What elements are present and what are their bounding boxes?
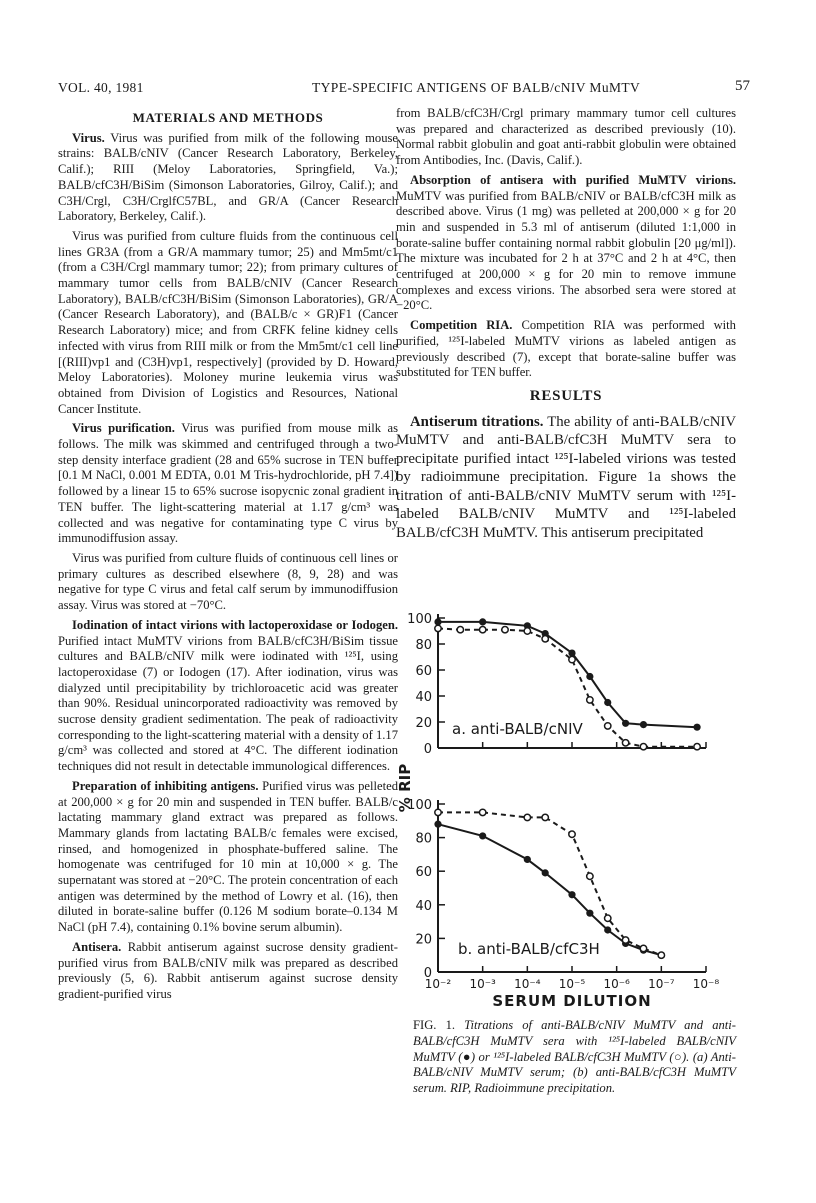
- y-tick-label: 100: [407, 798, 432, 813]
- figure-1-chart: [396, 592, 736, 1012]
- caption-label: FIG. 1.: [413, 1018, 456, 1032]
- data-point-filled: [542, 869, 549, 876]
- data-point-open: [524, 814, 530, 820]
- data-point-open: [622, 740, 628, 746]
- data-point-open: [457, 627, 463, 633]
- running-header-volume: VOL. 40, 1981: [58, 80, 144, 95]
- data-point-open: [640, 945, 646, 951]
- y-axis-label: % RIP: [396, 763, 414, 813]
- paragraph-text: Virus was purified from milk of the following mouse strains: BALB/cNIV (Cancer Research Laboratory, Berkeley, Calif.); RIII (Meloy Laboratories, Springfield, Va.); BALB/cfC3H/BiSim (Simonson Laboratories, Gilroy, Calif.); and C3H/Crgl, C3H/CrglfC57BL, and GR/A (Cancer Research Laboratory, Berkeley, Calif.).: [58, 130, 399, 224]
- data-point-filled: [586, 673, 593, 680]
- paragraph-text: Purified intact MuMTV virions from BALB/cfC3H/BiSim tissue cultures and BALB/cNIV milk were iodinated with ¹²⁵I, using lactoperoxidase (7) or Iodogen (17). After iodination, virus was dialyzed until precipitability by trichloroacetic acid was greater than 90%. Residual unincorporated radioactivity was removed by sucrose density gradient sedimentation. The peak of radioactivity corresponding to the light-scattering material with a density of 1.17 g/cm³ was collected and stored at 4°C. The different iodination techniques did not result in detectable immunological differences.: [58, 633, 398, 774]
- x-tick-label: 10⁻³: [469, 977, 496, 991]
- data-point-open: [587, 697, 593, 703]
- data-point-open: [694, 744, 700, 750]
- figure-caption: [413, 1018, 736, 1097]
- x-tick-label: 10⁻⁷: [648, 977, 675, 991]
- paragraph-text: Purified virus was pelleted at 200,000 × g for 20 min and suspended in TEN buffer. BALB/c lactating mammary gland extract was prepared as follows. Mammary glands from lactating BALB/c females were excised, rinsed, and homogenized in phosphate-buffered saline. The homogenate was centrifuged for 10 min at 10,000 × g. The supernatant was stored at −20°C. The protein concentration of each antigen was determined by the method of Lowry et al. (16), then diluted in borate-saline buffer (0.126 M sodium borate–0.134 M NaCl (pH 7.4), containing 0.1% bovine serum albumin).: [58, 778, 398, 935]
- page-number: 57: [735, 78, 750, 94]
- paragraph-culture: Virus was purified from culture fluids from the continuous cell lines GR3A (from a GR/A mammary tumor; 25) and Mm5mt/c1 (from a C3H/Crgl mammary tumor; 22); from primary cultures of mammary tumor cells from BALB/cNIV (Cancer Research Laboratory), BALB/cfC3H/BiSim (Simonson Laboratories), GR/A (Cancer Research Laboratory), and (BALB/c × GR)F1 (Cancer Research Laboratory) mice; and from CRFK feline kidney cells infected with virus from RIII milk or from the Mm5mt/c1 cell line [(RIII)vp1 and (C3H)vp1, respectively] (provided by D. Howard, Meloy Laboratories). Moloney murine leukemia virus was obtained from Division of Logistics and Resources, National Cancer Institute.: [58, 228, 398, 416]
- y-tick-label: 0: [423, 742, 432, 757]
- paragraph-antisera-continued: from BALB/cfC3H/Crgl primary mammary tumor cell cultures was prepared and characterized as described previously (10). Normal rabbit globulin and goat anti-rabbit globulin were obtained from Antibodies, Inc. (Davis, Calif.).: [396, 106, 736, 168]
- paragraph-iodination: [58, 618, 398, 775]
- data-point-open: [435, 625, 441, 631]
- paragraph-culture-purification: Virus was purified from culture fluids of continuous cell lines or primary cultures as described elsewhere (8, 9, 28) and was negative for type C virus and fetal calf serum by immunodiffusion assay. Virus was stored at −70°C.: [58, 550, 398, 613]
- paragraph-text: The ability of anti-BALB/cNIV MuMTV and anti-BALB/cfC3H MuMTV sera to precipitate purified intact ¹²⁵I-labeled virions was tested by radioimmune precipitation. Figure 1a shows the titration of anti-BALB/cNIV MuMTV serum with ¹²⁵I-labeled BALB/cNIV MuMTV and ¹²⁵I-labeled BALB/cfC3H MuMTV. This antiserum precipitated: [396, 413, 736, 541]
- paragraph-heading: Iodination of intact virions with lactoperoxidase or Iodogen.: [72, 617, 398, 632]
- data-point-filled: [479, 618, 486, 625]
- data-point-filled: [568, 891, 575, 898]
- y-tick-label: 40: [415, 898, 432, 914]
- paragraph-competition-ria: [396, 318, 736, 381]
- data-point-filled: [568, 650, 575, 657]
- data-point-open: [542, 814, 548, 820]
- data-point-filled: [524, 856, 531, 863]
- section-title-results: RESULTS: [529, 387, 603, 404]
- data-point-open: [622, 937, 628, 943]
- data-point-filled: [479, 832, 486, 839]
- x-axis-label: SERUM DILUTION: [492, 992, 652, 1010]
- left-column: [58, 110, 398, 1007]
- data-point-open: [435, 809, 441, 815]
- data-point-filled: [693, 724, 700, 731]
- caption-text: Titrations of anti-BALB/cNIV MuMTV and anti-BALB/cfC3H MuMTV sera with ¹²⁵I-labeled BALB/cNIV MuMTV (●) or ¹²⁵I-labeled BALB/cfC3H MuMTV (○). (a) Anti-BALB/cNIV MuMTV serum; (b) anti-BALB/cfC3H MuMTV serum. RIP, Radioimmune precipitation.: [413, 1018, 736, 1096]
- y-tick-label: 60: [415, 664, 432, 679]
- data-point-open: [569, 656, 575, 662]
- paragraph-heading: Competition RIA.: [410, 318, 513, 333]
- paragraph-virus: [58, 131, 398, 225]
- data-point-open: [479, 627, 485, 633]
- paragraph-absorption: [396, 173, 736, 314]
- y-tick-label: 80: [415, 638, 432, 653]
- data-point-open: [605, 723, 611, 729]
- y-tick-label: 20: [415, 932, 432, 948]
- y-tick-label: 80: [415, 831, 432, 847]
- paragraph-heading: Preparation of inhibiting antigens.: [72, 778, 259, 793]
- figure-1: [396, 592, 736, 1012]
- y-tick-label: 40: [415, 690, 432, 705]
- x-tick-label: 10⁻⁶: [603, 977, 630, 991]
- data-point-open: [569, 831, 575, 837]
- running-header-title: TYPE-SPECIFIC ANTIGENS OF BALB/cNIV MuMTV: [312, 80, 641, 95]
- x-tick-label: 10⁻⁵: [558, 977, 586, 991]
- y-tick-label: 20: [415, 716, 432, 731]
- paragraph-text: Rabbit antiserum against sucrose density gradient-purified virus from BALB/cNIV milk was prepared as described previously (5, 6). Rabbit antiserum against sucrose density gradient-purified virus: [58, 939, 398, 1001]
- data-point-open: [479, 809, 485, 815]
- paragraph-heading: Virus purification.: [72, 421, 175, 436]
- paragraph-purification: [58, 421, 398, 547]
- y-tick-label: 100: [407, 612, 432, 627]
- paragraph-inhibiting-antigens: [58, 779, 398, 936]
- panel-label: b. anti-BALB/cfC3H: [458, 940, 600, 958]
- paragraph-text: MuMTV was purified from BALB/cNIV or BALB/cfC3H milk as described above. Virus (1 mg) was pelleted at 200,000 × g for 20 min and suspended in 5.3 ml of antiserum (diluted 1:1,000 in borate-saline buffer containing normal rabbit globulin [20 μg/ml]). The mixture was incubated for 2 h at 37°C and 2 h at 4°C, then centrifuged at 200,000 × g for 20 min to remove immune complexes and excess virions. The absorbed sera were stored at −20°C.: [396, 188, 736, 313]
- paragraph-antiserum-titrations: [396, 413, 736, 543]
- data-point-open: [587, 873, 593, 879]
- x-tick-label: 10⁻⁸: [692, 977, 720, 991]
- paragraph-heading: Absorption of antisera with purified MuMTV virions.: [410, 172, 736, 187]
- data-point-filled: [434, 821, 441, 828]
- data-point-filled: [604, 699, 611, 706]
- y-tick-label: 60: [415, 865, 432, 881]
- data-point-open: [658, 952, 664, 958]
- data-point-filled: [622, 720, 629, 727]
- paragraph-text: Virus was purified from mouse milk as follows. The milk was skimmed and centrifuged through a two-step density interface gradient (28 and 65% sucrose in TEN buffer [0.1 M NaCl, 0.001 M EDTA, 0.01 M Tris-hydrochloride, pH 7.4]) followed by a linear 15 to 65% sucrose isopycnic zonal gradient in TEN buffer. The light-scattering material at 1.17 g/cm³ was collected and was negative for contaminating type C virus by immunodiffusion assay.: [58, 421, 399, 546]
- data-point-filled: [640, 721, 647, 728]
- x-tick-label: 10⁻⁴: [514, 977, 541, 991]
- data-point-open: [524, 628, 530, 634]
- data-point-open: [640, 744, 646, 750]
- paragraph-heading: Antisera.: [72, 939, 122, 954]
- data-point-filled: [604, 926, 611, 933]
- y-tick-label: 0: [423, 966, 432, 981]
- paragraph-antisera: [58, 940, 398, 1003]
- data-point-open: [605, 915, 611, 921]
- right-column: [396, 106, 736, 546]
- paragraph-heading: Virus.: [72, 130, 105, 145]
- paragraph-text: Competition RIA was performed with purified, ¹²⁵I-labeled MuMTV virions as labeled antigen as previously described (7), except that borate-saline buffer was substituted for TEN buffer.: [396, 318, 736, 380]
- data-point-open: [502, 627, 508, 633]
- series-line-filled: [438, 622, 697, 727]
- data-point-filled: [434, 618, 441, 625]
- data-point-open: [542, 636, 548, 642]
- data-point-filled: [586, 910, 593, 917]
- section-title-methods: MATERIALS AND METHODS: [132, 110, 324, 125]
- series-line-filled: [438, 824, 661, 955]
- x-tick-label: 10⁻²: [424, 977, 452, 991]
- panel-label: a. anti-BALB/cNIV: [452, 720, 583, 738]
- paragraph-heading: Antiserum titrations.: [410, 413, 544, 430]
